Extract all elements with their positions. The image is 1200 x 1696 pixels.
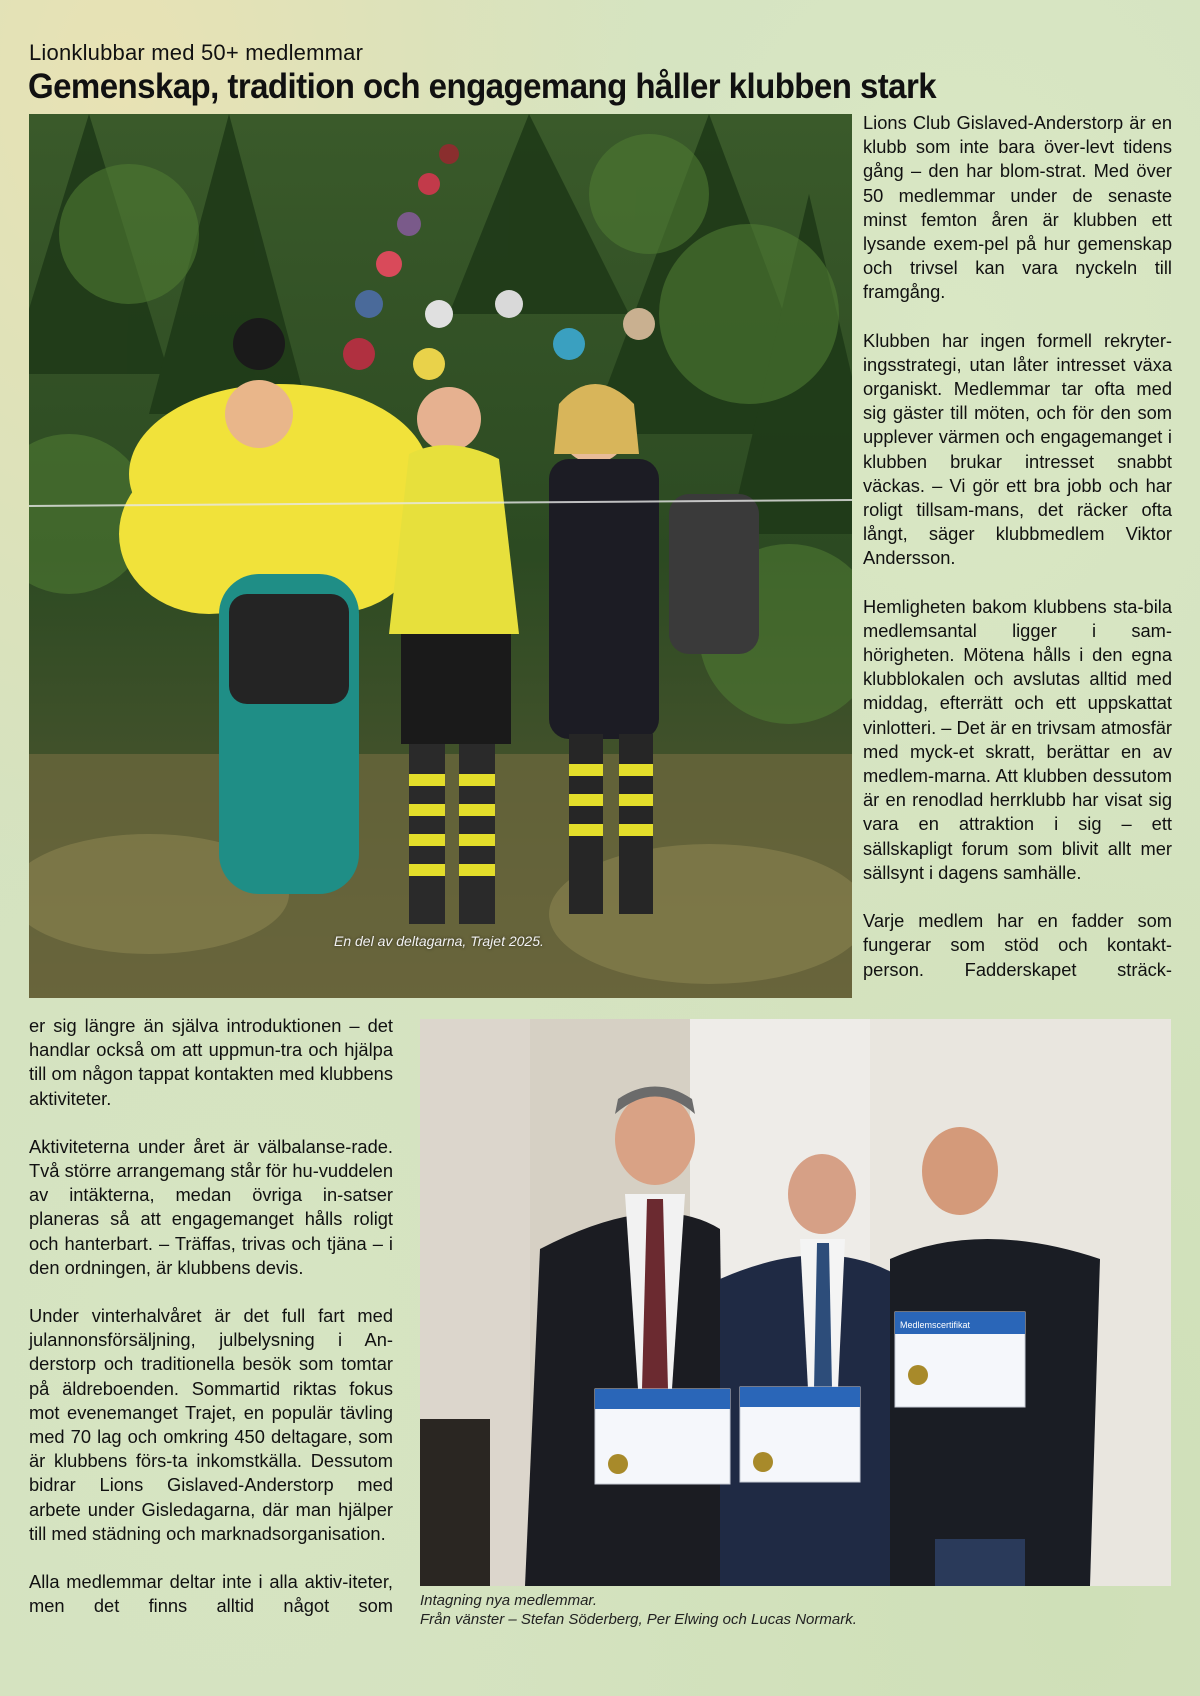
article-headline: Gemenskap, tradition och engagemang håller klubben stark bbox=[28, 66, 937, 106]
article-column-right bbox=[863, 111, 1172, 982]
photo2-caption-line1: Intagning nya medlemmar. bbox=[420, 1592, 598, 1609]
paragraph: Varje medlem har en fadder som fungerar som stöd och kontakt-person. Fadderskapet sträck- bbox=[863, 910, 1172, 980]
new-members-photo bbox=[420, 1019, 1171, 1586]
certificate-title: Medlemscertifikat bbox=[900, 1320, 971, 1330]
photo2-caption bbox=[420, 1591, 857, 1629]
paragraph: Under vinterhalvåret är det full fart med julannonsförsäljning, julbelysning i An-derstorp och traditionella besök som tomtar på äldreboenden. Sommartid riktas fokus mot evenemanget Trajet, en populär tävling med 70 lag och omkring 450 deltagare, som är klubbens förs-ta inkomstkälla. Dessutom bidrar Lions Gislaved-Anderstorp med arbete under Gisledagarna, där man hjälper till med städning och marknadsorganisation. bbox=[29, 1305, 393, 1544]
photo1-caption: En del av deltagarna, Trajet 2025. bbox=[334, 933, 544, 949]
paragraph: Lions Club Gislaved-Anderstorp är en klubb som inte bara över-levt tidens gång – den har blom-strat. Med över 50 medlemmar under de senaste minst femton åren är klubben ett lysande exem-pel på hur gemenskap och trivsel kan vara nyckeln till framgång. bbox=[863, 112, 1172, 303]
paragraph: Hemligheten bakom klubbens sta-bila medlemsantal ligger i sam-hörigheten. Mötena hålls i den egna klubblokalen och avslutas alltid med middag, efterrätt och ett uppskattat vinlotteri. – Det är en trivsam atmosfär med myck-et skratt, berättar en av medlem-marna. Att klubben dessutom är en renodlad herrklubb har visat sig vara en attraktion i sig – ett sällskapligt forum som blivit allt mer sällsynt i dagens samhälle. bbox=[863, 595, 1172, 883]
paragraph: Klubben har ingen formell rekryter-ingsstrategi, utan låter intresset växa organiskt. Medlemmar tar ofta med sig gäster till möten, och för den som upplever värmen och engagemanget i klubben brukar intresset snabbt väckas. – Vi gör ett bra jobb och har roligt tillsam-mans, det räcker ofta långt, säger klubbmedlem Viktor Andersson. bbox=[863, 329, 1172, 569]
article-column-left bbox=[29, 1014, 393, 1618]
paragraph: Alla medlemmar deltar inte i alla aktiv-iteter, men det finns alltid något som bbox=[29, 1571, 393, 1617]
paragraph: er sig längre än själva introduktionen – det handlar också om att uppmun-tra och hjälpa till om någon tappat kontakten med klubbens aktiviteter. bbox=[29, 1015, 393, 1109]
trajet-participants-photo bbox=[29, 114, 852, 998]
paragraph: Aktiviteterna under året är välbalanse-rade. Två större arrangemang står för hu-vuddelen av intäkterna, medan övriga in-satser planeras så att engagemanget hålls roligt och hanterbart. – Träffas, trivas och tjäna – i den ordningen, är klubbens devis. bbox=[29, 1135, 393, 1278]
article-kicker: Lionklubbar med 50+ medlemmar bbox=[29, 40, 364, 65]
photo2-caption-line2: Från vänster – Stefan Söderberg, Per Elwing och Lucas Normark. bbox=[420, 1611, 857, 1628]
